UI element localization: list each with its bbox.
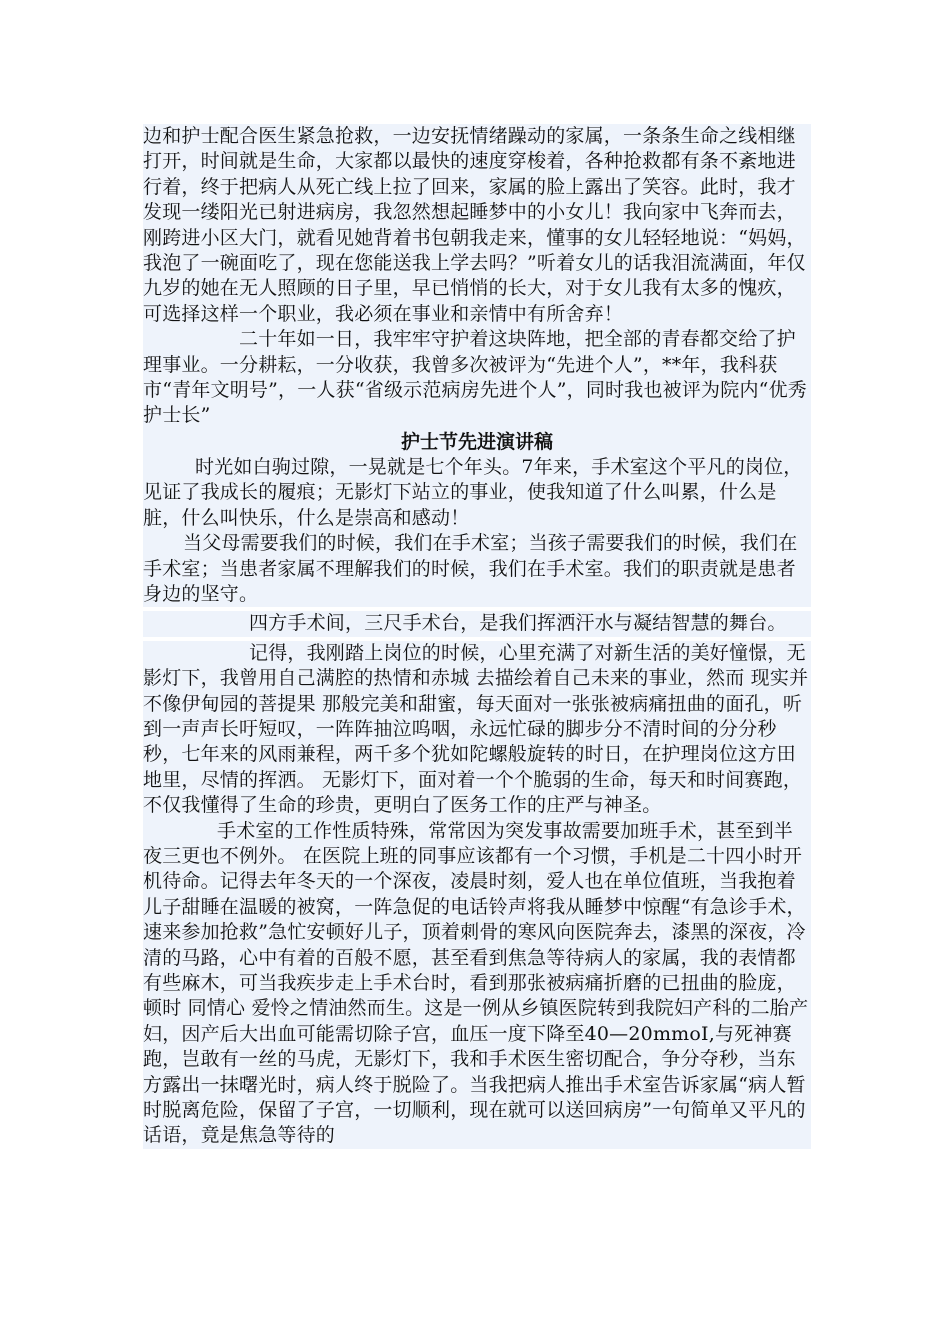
paragraph-night-emergency: 手术室的工作性质特殊，常常因为突发事故需要加班手术，甚至到半夜三更也不例外。 在医院上班的同事应该都有一个习惯，手机是二十四小时开机待命。记得去年冬天的一个深夜，凌晨时刻，爱人也在单位值班，当我抱着儿子甜睡在温暖的被窝，一阵急促的电话铃声将我从睡梦中惊醒“有急诊手术，速来参加抢救”急忙安顿好儿子，顶着刺骨的寒风向医院奔去，漆黑的深夜，冷清的马路，心中有着的百般不愿，甚至看到焦急等待病人的家属，我的表情都有些麻木，可当我疾步走上手术台时，看到那张被病痛折磨的已扭曲的脸庞，顿时 同情心 爱怜之情油然而生。这是一例从乡镇医院转到我院妇产科的二胎产妇，因产后大出血可能需切除子宫，血压一度下降至40—20mmoI,与死神赛跑，岂敢有一丝的马虎，无影灯下，我和手术医生密切配合，争分夺秒，当东方露出一抹曙光时，病人终于脱险了。当我把病人推出手术室告诉家属“病人暂时脱离危险，保留了子宫，一切顺利，现在就可以送回病房”一句简单又平凡的话语，竟是焦急等待的: [143, 819, 811, 1149]
paragraph-in-operating-room: 当父母需要我们的时候，我们在手术室；当孩子需要我们的时候，我们在手术室；当患者家属不理解我们的时候，我们在手术室。我们的职责就是患者身边的坚守。: [143, 531, 811, 607]
paragraph-seven-years: 时光如白驹过隙，一晃就是七个年头。7年来，手术室这个平凡的岗位，见证了我成长的履痕；无影灯下站立的事业，使我知道了什么叫累，什么是脏，什么叫快乐，什么是崇高和感动！: [143, 455, 811, 531]
document-body: [143, 124, 811, 1149]
paragraph-twenty-years: 二十年如一日，我牢牢守护着这块阵地，把全部的青春都交给了护理事业。一分耕耘，一分收获，我曾多次被评为“先进个人”，**年，我科获市“青年文明号”，一人获“省级示范病房先进个人”，同时我也被评为院内“优秀护士长”: [143, 327, 811, 429]
speech-title: 护士节先进演讲稿: [143, 429, 811, 455]
paragraph-rescue-story: 边和护士配合医生紧急抢救，一边安抚情绪躁动的家属，一条条生命之线相继打开，时间就是生命，大家都以最快的速度穿梭着，各种抢救都有条不紊地进行着，终于把病人从死亡线上拉了回来，家属的脸上露出了笑容。此时，我才发现一缕阳光已射进病房，我忽然想起睡梦中的小女儿！我向家中飞奔而去，刚跨进小区大门，就看见她背着书包朝我走来，懂事的女儿轻轻地说：“妈妈，我泡了一碗面吃了，现在您能送我上学去吗？”听着女儿的话我泪流满面，年仅九岁的她在无人照顾的日子里，早已悄悄的长大，对于女儿我有太多的愧疚，可选择这样一个职业，我必须在事业和亲情中有所舍弃！: [143, 124, 811, 327]
paragraph-operating-table: 四方手术间，三尺手术台，是我们挥洒汗水与凝结智慧的舞台。: [143, 611, 811, 636]
paragraph-first-day: 记得，我刚踏上岗位的时候，心里充满了对新生活的美好憧憬，无影灯下，我曾用自己满腔的热情和赤城 去描绘着自己未来的事业，然而 现实并不像伊甸园的菩提果 那般完美和甜蜜，每天面对一张张被病痛扭曲的面孔，听到一声声长吁短叹，一阵阵抽泣呜咽，永远忙碌的脚步分不清时间的分分秒秒，七年来的风雨兼程，两千多个犹如陀螺般旋转的时日，在护理岗位这方田地里，尽情的挥洒。 无影灯下，面对着一个个脆弱的生命，每天和时间赛跑，不仅我懂得了生命的珍贵，更明白了医务工作的庄严与神圣。: [143, 641, 811, 819]
